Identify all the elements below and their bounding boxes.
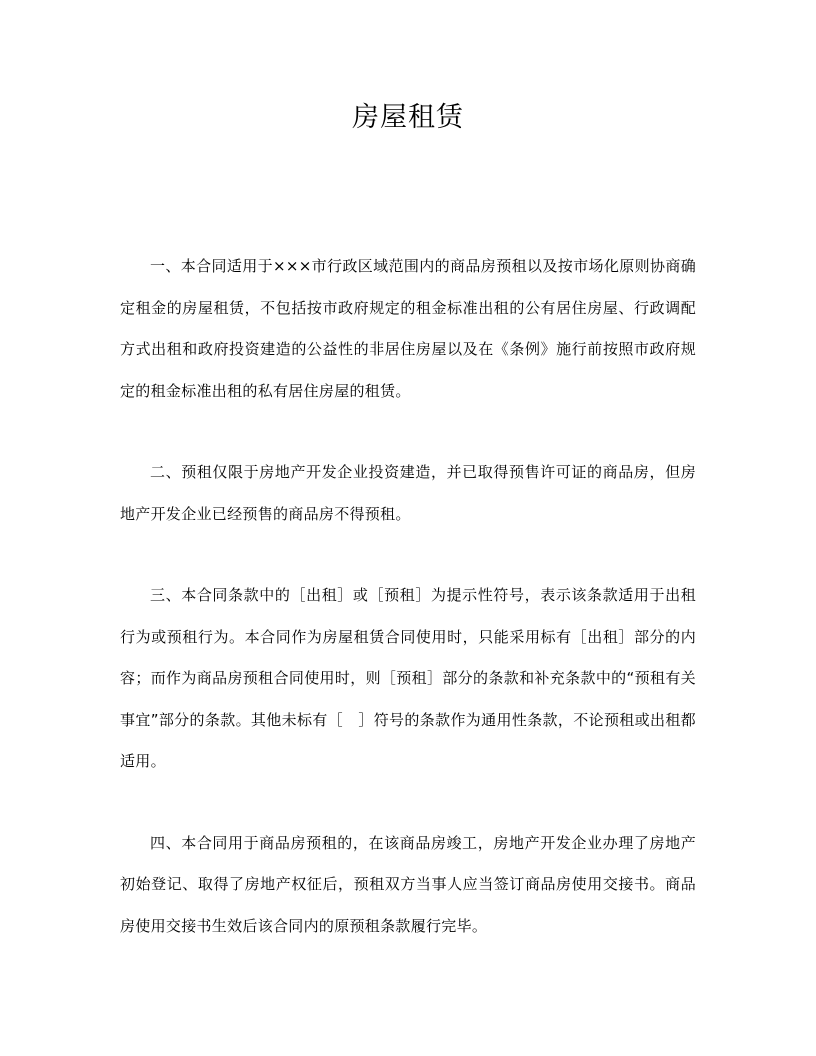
paragraph-3: 三、本合同条款中的［出租］或［预租］为提示性符号，表示该条款适用于出租行为或预租行为。本合同作为房屋租赁合同使用时，只能采用标有［出租］部分的内容；而作为商品房预租合同使用时，则［预租］部分的条款和补充条款中的“预租有关事宜”部分的条款。其他未标有［ ］符号的条款作为通用性条款，不论预租或出租都适用。 [120, 586, 696, 770]
paragraph-4: 四、本合同用于商品房预租的，在该商品房竣工，房地产开发企业办理了房地产初始登记、取得了房地产权征后，预租双方当事人应当签订商品房使用交接书。商品房使用交接书生效后该合同内的原预租条款履行完毕。 [120, 833, 696, 935]
document-body [120, 246, 696, 987]
paragraph-2: 二、预租仅限于房地产开发企业投资建造，并已取得预售许可证的商品房，但房地产开发企业已经预售的商品房不得预租。 [120, 463, 696, 523]
paragraph-1: 一、本合同适用于×××市行政区域范围内的商品房预租以及按市场化原则协商确定租金的房屋租赁，不包括按市政府规定的租金标准出租的公有居住房屋、行政调配方式出租和政府投资建造的公益性的非居住房屋以及在《条例》施行前按照市政府规定的租金标准出租的私有居住房屋的租赁。 [120, 257, 696, 400]
document-title: 房屋租赁 [352, 102, 464, 133]
